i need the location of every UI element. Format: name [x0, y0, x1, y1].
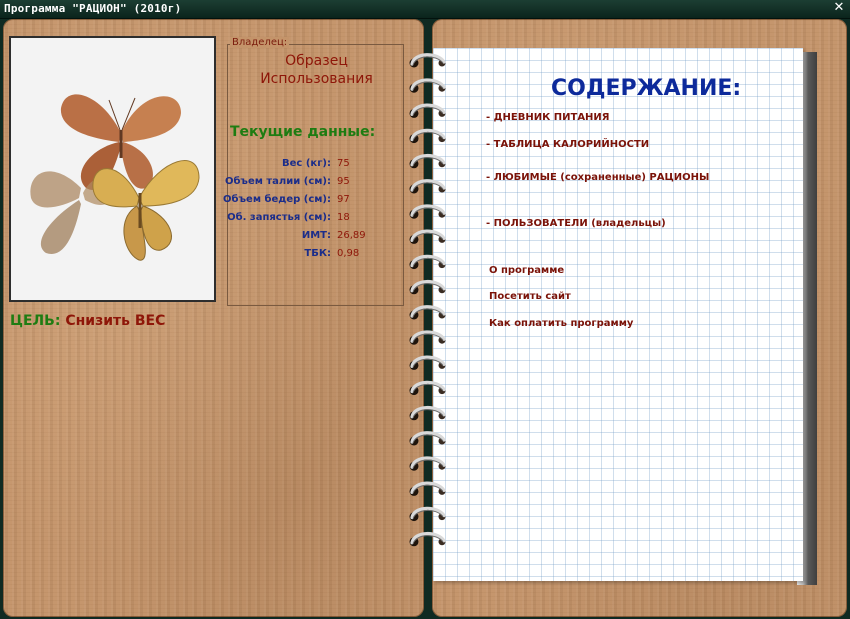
notebook-page	[433, 48, 803, 581]
spiral-ring	[410, 206, 446, 219]
stat-tbk-value: 0,98	[337, 248, 360, 259]
menu-how-to-pay[interactable]: Как оплатить программу	[489, 318, 634, 329]
spiral-ring	[410, 458, 446, 471]
stat-weight-label: Вес (кг):	[282, 158, 331, 169]
goal-label: ЦЕЛЬ:	[10, 313, 61, 329]
owner-photo	[9, 36, 216, 302]
stat-weight-value: 75	[337, 158, 350, 169]
spiral-ring	[410, 534, 446, 547]
menu-food-diary[interactable]: - ДНЕВНИК ПИТАНИЯ	[486, 112, 610, 123]
stat-wrist-label: Об. запястья (см):	[227, 212, 331, 223]
spiral-ring	[410, 332, 446, 345]
owner-name	[229, 52, 404, 88]
spiral-ring	[410, 231, 446, 244]
toc-title: СОДЕРЖАНИЕ:	[551, 76, 742, 101]
spiral-ring	[410, 282, 446, 295]
menu-about[interactable]: О программе	[489, 265, 565, 276]
menu-users[interactable]: - ПОЛЬЗОВАТЕЛИ (владельцы)	[486, 218, 666, 229]
spiral-ring	[410, 55, 446, 68]
stat-hips-value: 97	[337, 194, 350, 205]
spiral-ring	[410, 382, 446, 395]
stat-waist-label: Объем талии (см):	[224, 176, 331, 187]
spiral-ring	[410, 483, 446, 496]
window-titlebar	[0, 0, 850, 19]
spiral-ring	[410, 408, 446, 421]
current-data-title: Текущие данные:	[230, 124, 376, 140]
menu-calorie-table[interactable]: - ТАБЛИЦА КАЛОРИЙНОСТИ	[486, 139, 650, 150]
close-icon[interactable]: ✕	[833, 0, 845, 15]
spiral-ring	[410, 80, 446, 93]
stat-bmi-value: 26,89	[337, 230, 366, 241]
goal-line	[10, 313, 165, 329]
menu-visit-site[interactable]: Посетить сайт	[489, 291, 571, 302]
stat-hips-label: Объем бедер (см):	[223, 194, 331, 205]
menu-favorite-rations[interactable]: - ЛЮБИМЫЕ (сохраненные) РАЦИОНЫ	[486, 172, 710, 183]
spiral-ring	[410, 130, 446, 143]
window-title: Программа "РАЦИОН" (2010г)	[4, 2, 182, 15]
spiral-ring	[410, 105, 446, 118]
owner-legend: Владелец:	[232, 37, 288, 48]
spiral-binding-icon	[404, 46, 450, 556]
spiral-ring	[410, 181, 446, 194]
stat-bmi-label: ИМТ:	[301, 230, 331, 241]
spiral-ring	[410, 508, 446, 521]
goal-value: Снизить ВЕС	[65, 313, 166, 329]
butterflies-image	[11, 38, 214, 300]
spiral-ring	[410, 307, 446, 320]
owner-name-line2: Использования	[260, 71, 373, 87]
spiral-ring	[410, 433, 446, 446]
stat-wrist-value: 18	[337, 212, 350, 223]
owner-name-line1: Образец	[285, 53, 348, 69]
stat-tbk-label: ТБК:	[304, 248, 331, 259]
spiral-ring	[410, 156, 446, 169]
stat-waist-value: 95	[337, 176, 350, 187]
spiral-ring	[410, 256, 446, 269]
spiral-ring	[410, 357, 446, 370]
